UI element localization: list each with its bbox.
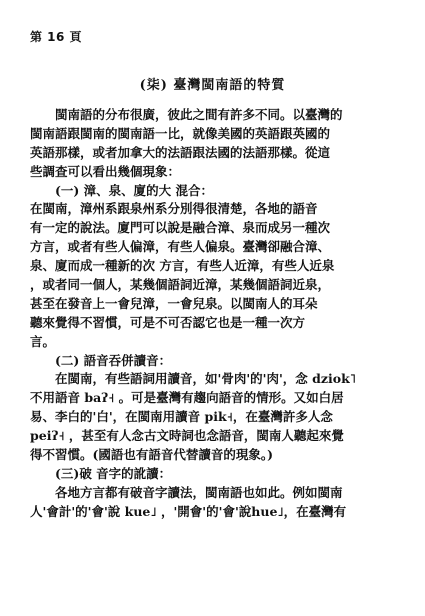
text-line: 不用語音 baʔ˧ 。可是臺灣有趨向語音的情形。又如白居 — [30, 390, 344, 406]
text-line: 人'會計'的'會'說 kue˩ ，'開會'的'會'說hue˩，在臺灣有 — [30, 503, 347, 519]
text-line: 易、李白的'白'，在閩南用讀音 pik˧，在臺灣許多人念 — [30, 409, 333, 425]
text-line: 各地方言都有破音字讀法，閩南語也如此。例如閩南 — [55, 484, 343, 500]
page-number: 第 16 頁 — [30, 30, 83, 44]
section-title: (柒) 臺灣閩南語的特質 — [139, 78, 286, 93]
body-text — [30, 106, 398, 522]
text-line: 閩南語跟閩南的閩南語一比，就像美國的英語跟英國的 — [30, 125, 331, 141]
text-line: ，或者同一個人，某幾個語詞近漳，某幾個語詞近泉， — [30, 277, 331, 293]
text-line: 泉、廈而成一種新的次 方言，有些人近漳，有些人近泉 — [30, 258, 335, 274]
text-line: 些調查可以看出幾個現象： — [30, 163, 181, 179]
text-line: 閩南語的分布很廣，彼此之間有許多不同。以臺灣的 — [55, 107, 343, 122]
text-line: 言。 — [30, 333, 56, 349]
text-line: 得不習慣。(國語也有語音代替讀音的現象。) — [30, 447, 274, 463]
subsection-heading: (一) 漳、泉、廈的大 混合： — [55, 182, 214, 198]
text-line: 聽來覺得不習慣，可是不可否認它也是一種一次方 — [30, 314, 306, 330]
subsection-heading: (三)破 音字的訛讀： — [55, 465, 172, 481]
text-line: 甚至在發音上一會兒漳，一會兒泉。以閩南人的耳朵 — [30, 295, 318, 311]
text-line: 在閩南，有些語詞用讀音，如'骨肉'的'肉'，念 dziok˥ — [55, 371, 356, 387]
text-line: 方言，或者有些人偏漳，有些人偏泉。臺灣卻融合漳、 — [30, 239, 331, 255]
subsection-heading: (二) 語音吞併讀音： — [55, 352, 172, 368]
text-line: 在閩南，漳州系跟泉州系分別得很清楚，各地的語音 — [30, 201, 318, 217]
text-line: peiʔ˧ ，甚至有人念古文時詞也念語音，閩南人聽起來覺 — [30, 428, 344, 444]
text-line: 有一定的說法。廈門可以說是融合漳、泉而成另一種次 — [30, 220, 331, 236]
text-line: 英語那樣，或者加拿大的法語跟法國的法語那樣。從這 — [30, 144, 331, 160]
